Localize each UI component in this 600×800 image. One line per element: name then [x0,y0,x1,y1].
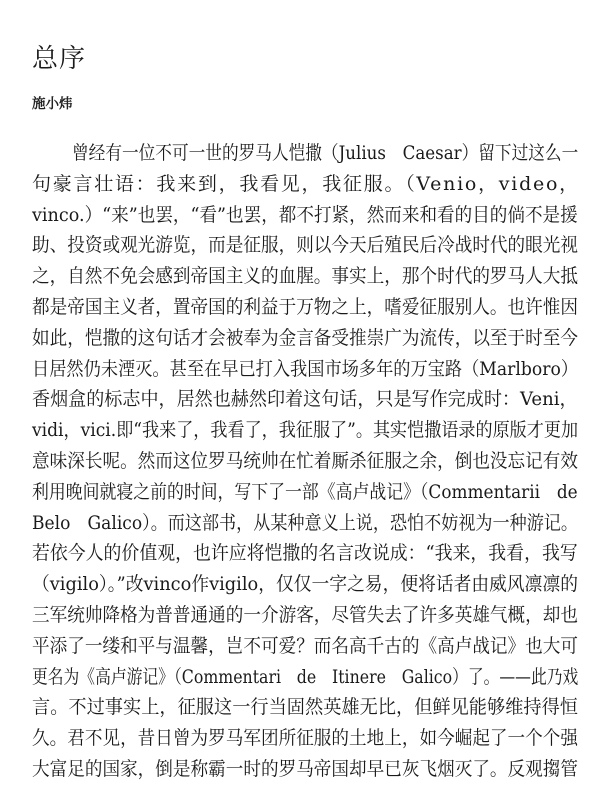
text-line [32,723,578,754]
author-name: 施小炜 [32,96,73,112]
text-line [32,200,578,231]
line-text: 都是帝国主义者，置帝国的利益于万物之上，嗜爱征服别人。也许惟因 [32,295,579,318]
line-text: 若依今人的价值观，也许应将恺撒的名言改说成：“我来，我看，我写 [32,542,578,565]
text-line [32,600,578,631]
line-text: （vigilo）。”改vinco作vigilo，仅仅一字之易，便将话者由威风凛凛的 [32,573,578,596]
text-line [32,538,578,569]
text-line [32,631,578,662]
line-text: Belo Galico）。而这部书，从某种意义上说，恐怕不妨视为一种游记。 [32,511,578,534]
line-text: 句豪言壮语：我来到，我看见，我征服。（Venio，video， [32,172,580,195]
line-text: 之，自然不免会感到帝国主义的血腥。事实上，那个时代的罗马人大抵 [32,265,579,288]
line-text: 更名为《高卢游记》（Commentari de Itinere Galico）了。——此乃戏 [32,665,579,688]
text-line [32,569,578,600]
line-text: vidi，vici.即“我来了，我看了，我征服了”。其实恺撒语录的原版才更加 [32,419,579,442]
line-text: 如此，恺撒的这句话才会被奉为金言备受推崇广为流传，以至于时至今 [32,326,579,349]
text-line [32,662,578,693]
text-line [32,292,578,323]
text-line [32,508,578,539]
body-text [32,138,578,785]
line-text: 三军统帅降格为普普通通的一介游客，尽管失去了许多英雄气概，却也 [32,603,579,626]
text-line [32,169,578,200]
line-text: 日居然仍未湮灭。甚至在早已打入我国市场多年的万宝路（Marlboro） [32,357,579,380]
line-text: vinco.）“来”也罢，“看”也罢，都不打紧，然而来和看的目的倘不是援 [32,203,578,226]
text-line [32,415,578,446]
text-line [32,354,578,385]
text-line [32,692,578,723]
line-text: 助、投资或观光游览，而是征服，则以今天后殖民后冷战时代的眼光视 [32,234,579,257]
text-line [32,446,578,477]
line-text: 意味深长呢。然而这位罗马统帅在忙着厮杀征服之余，倒也没忘记有效 [32,449,579,472]
line-text: 香烟盒的标志中，居然也赫然印着这句话，只是写作完成时：Veni， [32,388,578,411]
line-text: 平添了一缕和平与温馨，岂不可爱？而名高千古的《高卢战记》也大可 [32,634,579,657]
line-text: 言。不过事实上，征服这一行当固然英雄无比，但鲜见能够维持得恒 [32,696,579,719]
line-text: 曾经有一位不可一世的罗马人恺撒（Julius Caesar）留下过这么一 [72,142,579,164]
text-line [32,477,578,508]
text-line [32,138,578,169]
text-line [32,230,578,261]
line-text: 久。君不见，昔日曾为罗马军团所征服的土地上，如今崛起了一个个强 [32,727,579,750]
line-text: 大富足的国家，倒是称霸一时的罗马帝国却早已灰飞烟灭了。反观搊管 [32,757,579,780]
text-line [32,754,578,785]
text-line [32,384,578,415]
line-text: 利用晚间就寝之前的时间，写下了一部《高卢战记》（Commentarii de [32,480,578,503]
page-title: 总序 [32,44,87,74]
text-line [32,323,578,354]
text-line [32,261,578,292]
